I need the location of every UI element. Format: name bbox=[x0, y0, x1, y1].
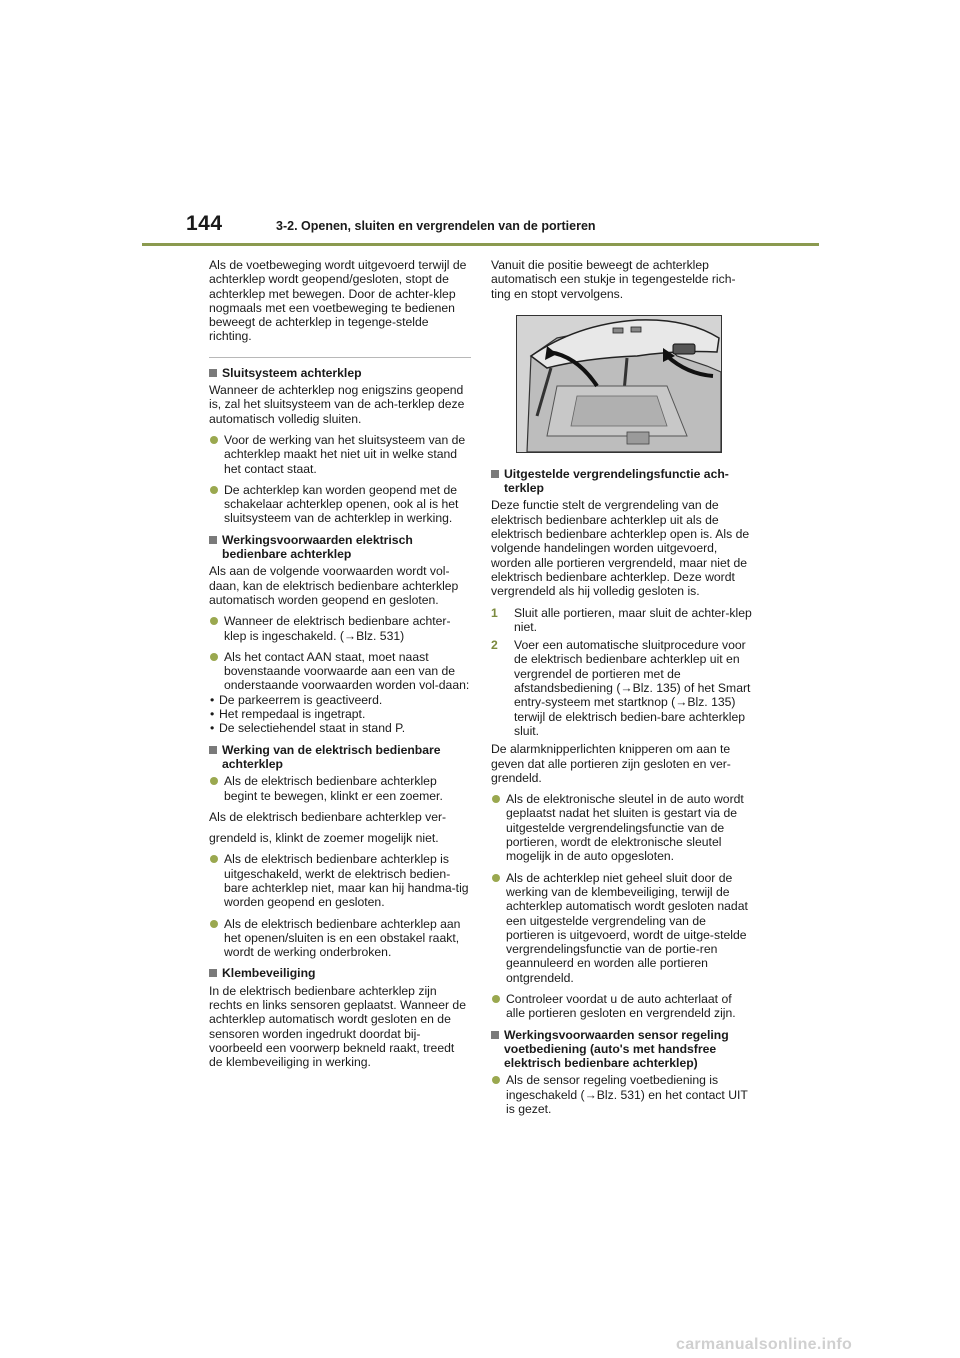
page-number: 144 bbox=[186, 212, 223, 235]
section-heading: Uitgestelde vergrendelingsfunctie ach-terklep bbox=[491, 467, 753, 496]
section-heading: Sluitsysteem achterklep bbox=[209, 366, 471, 380]
round-bullet-icon bbox=[210, 617, 218, 625]
list-item: Voor de werking van het sluitsysteem van de achterklep maakt het niet uit in welke stand het contact staat. bbox=[209, 433, 471, 476]
right-column bbox=[491, 258, 753, 1123]
list-item: Controleer voordat u de auto achterlaat of alle portieren gesloten en vergrendeld zijn. bbox=[491, 992, 753, 1021]
list-item: Wanneer de elektrisch bedienbare achter-klep is ingeschakeld. (→Blz. 531) bbox=[209, 614, 471, 643]
list-item: Als de elektrisch bedienbare achterklep is uitgeschakeld, werkt de elektrisch bedien-bare achterklep niet, maar kan hij handma-tig worden geopend en gesloten. bbox=[209, 852, 471, 909]
square-bullet-icon bbox=[491, 470, 499, 478]
round-bullet-icon bbox=[492, 874, 500, 882]
paragraph: Als de elektrisch bedienbare achterklep ver- bbox=[209, 809, 447, 824]
round-bullet-icon bbox=[210, 855, 218, 863]
header-divider bbox=[142, 243, 819, 246]
round-bullet-icon bbox=[210, 436, 218, 444]
step-item: 1 Sluit alle portieren, maar sluit de achter-klep niet. bbox=[491, 605, 752, 634]
left-column bbox=[209, 258, 471, 1077]
round-bullet-icon bbox=[210, 653, 218, 661]
list-item: Als de elektrisch bedienbare achterklep aan het openen/sluiten is en een obstakel raakt, wordt de werking onderbroken. bbox=[209, 917, 471, 960]
sub-list-item: • De parkeerrem is geactiveerd. bbox=[210, 692, 383, 707]
round-bullet-icon bbox=[210, 486, 218, 494]
square-bullet-icon bbox=[209, 969, 217, 977]
paragraph: Vanuit die positie beweegt de achterklep automatisch een stukje in tegengestelde rich-ting en stopt vervolgens. bbox=[491, 258, 736, 301]
list-item: Als de achterklep niet geheel sluit door de werking van de klembeveiliging, terwijl de achterklep automatisch wordt gesloten nadat een uitgestelde vergrendeling van de portieren is uitgevoerd, wordt de uitge-stelde vergrendelingsfunctie van de portie-ren geannuleerd en worden alle portieren ontgrendeld. bbox=[491, 871, 753, 985]
paragraph: De alarmknipperlichten knipperen om aan te geven dat alle portieren zijn gesloten en ver-grendeld. bbox=[491, 742, 731, 785]
round-bullet-icon bbox=[492, 1076, 500, 1084]
section-title: 3-2. Openen, sluiten en vergrendelen van de portieren bbox=[276, 219, 596, 233]
round-bullet-icon bbox=[210, 920, 218, 928]
list-item: Als de sensor regeling voetbediening is ingeschakeld (→Blz. 531) en het contact UIT is gezet. bbox=[491, 1073, 753, 1116]
square-bullet-icon bbox=[209, 369, 217, 377]
section-heading: Werkingsvoorwaarden elektrisch bedienbare achterklep bbox=[209, 533, 471, 562]
list-item: Als de elektronische sleutel in de auto wordt geplaatst nadat het sluiten is gestart via de uitgestelde vergrendelingsfunctie van de portieren, wordt de elektronische sleutel mogelijk in de auto opgesloten. bbox=[491, 792, 753, 863]
list-item: Als het contact AAN staat, moet naast bovenstaande voorwaarde aan een van de onderstaande voorwaarden worden vol-daan: bbox=[209, 650, 471, 693]
square-bullet-icon bbox=[209, 536, 217, 544]
intro-paragraph: Als de voetbeweging wordt uitgevoerd terwijl de achterklep wordt geopend/gesloten, stopt de achterklep met bewegen. Door de achter-klep nogmaals met een voetbeweging te bedienen beweegt de achterklep in tegenge-stelde richting. bbox=[209, 258, 467, 344]
paragraph: In de elektrisch bedienbare achterklep zijn rechts en links sensoren geplaatst. Wanneer de achterklep automatisch wordt gesloten en de sensoren worden ingedrukt doordat bij-voorbeeld een voorwerp bekneld raakt, treedt de klembeveiliging in werking. bbox=[209, 983, 466, 1070]
round-bullet-icon bbox=[492, 995, 500, 1003]
list-item: De achterklep kan worden geopend met de schakelaar achterklep openen, ook al is het sluitsysteem van de achterklep in werking. bbox=[209, 483, 471, 526]
section-heading: Werkingsvoorwaarden sensor regeling voetbediening (auto's met handsfree elektrisch bedienbare achterklep) bbox=[491, 1028, 753, 1071]
section-divider bbox=[209, 357, 471, 358]
paragraph: grendeld is, klinkt de zoemer mogelijk niet. bbox=[209, 831, 439, 846]
list-item: Als de elektrisch bedienbare achterklep begint te bewegen, klinkt er een zoemer. bbox=[209, 774, 471, 803]
tailgate-drawing bbox=[517, 316, 721, 452]
tailgate-illustration bbox=[516, 315, 722, 453]
section-heading: Klembeveiliging bbox=[209, 966, 471, 980]
page-header bbox=[0, 0, 960, 250]
square-bullet-icon bbox=[209, 746, 217, 754]
paragraph: Deze functie stelt de vergrendeling van de elektrisch bedienbare achterklep uit als de elektrisch bedienbare achterklep open is. Als de volgende handelingen worden uitgevoerd, worden alle portieren vergrendeld, maar niet de elektrisch bedienbare achterklep. Deze wordt vergrendeld als hij volledig gesloten is. bbox=[491, 498, 750, 599]
round-bullet-icon bbox=[492, 795, 500, 803]
step-item: 2 Voer een automatische sluitprocedure voor de elektrisch bedienbare achterklep uit en vergrendel de portieren met de afstandsbediening (→Blz. 135) of het Smart entry-systeem met startknop (→Blz. 135) terwijl de elektrisch bedien-bare achterklep sluit. bbox=[491, 638, 751, 738]
paragraph: Als aan de volgende voorwaarden wordt vol-daan, kan de elektrisch bedienbare achterklep automatisch worden geopend en gesloten. bbox=[209, 564, 459, 607]
square-bullet-icon bbox=[491, 1031, 499, 1039]
paragraph: Wanneer de achterklep nog enigszins geopend is, zal het sluitsysteem van de ach-terklep deze automatisch volledig sluiten. bbox=[209, 383, 465, 426]
section-heading: Werking van de elektrisch bedienbare achterklep bbox=[209, 743, 471, 772]
sub-list-item: • De selectiehendel staat in stand P. bbox=[210, 721, 406, 736]
watermark: carmanualsonline.info bbox=[676, 1336, 853, 1353]
round-bullet-icon bbox=[210, 777, 218, 785]
sub-list-item: • Het rempedaal is ingetrapt. bbox=[210, 707, 366, 722]
